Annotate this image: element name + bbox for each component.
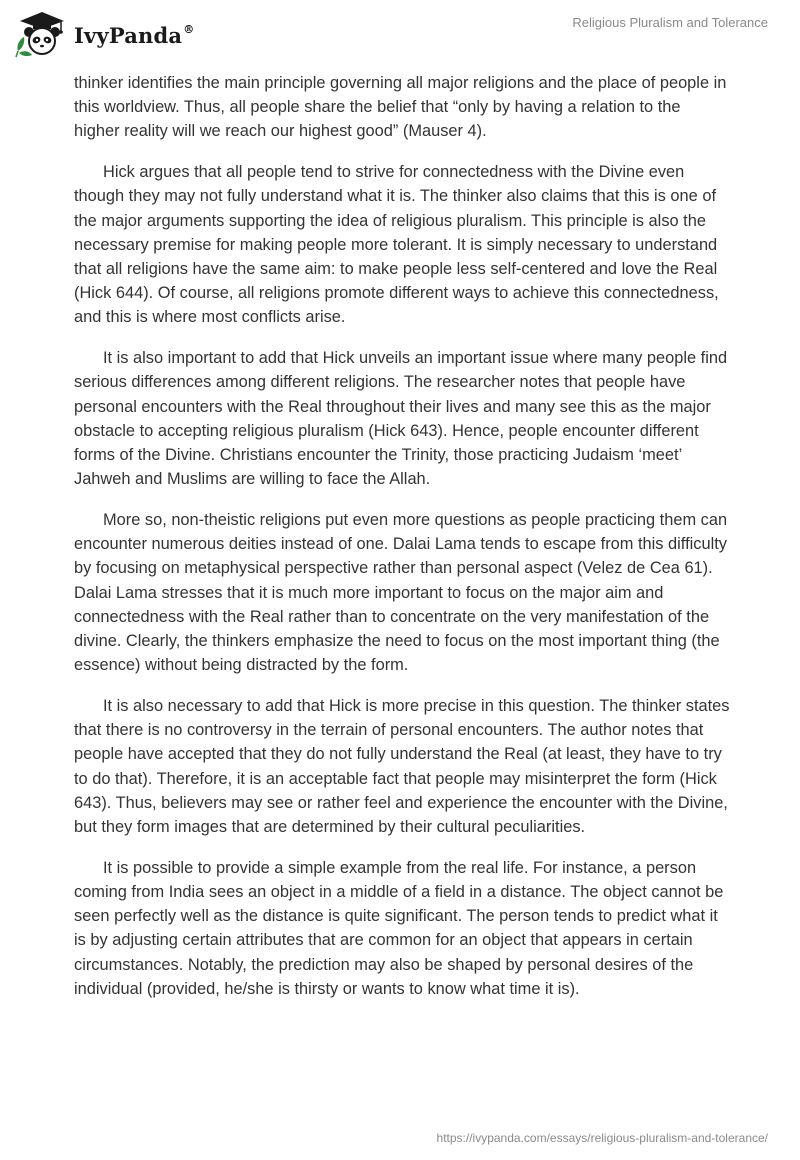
paragraph: It is also necessary to add that Hick is more precise in this question. The thinker states that there is no controversy in the terrain of personal encounters. The author notes that people have accepted that they do not fully understand the Real (at least, they have to try to do that). Therefore, it is an acceptable fact that people may misinterpret the form (Hick 643). Thus, believers may see or rather feel and experience the encounter with the Divine, but they form images that are determined by their cultural peculiarities. (74, 697, 730, 837)
logo-text: IvyPanda (74, 22, 183, 48)
paragraph: More so, non-theistic religions put even more questions as people practicing them can encounter numerous deities instead of one. Dalai Lama tends to escape from this difficulty by focusing on metaphysical perspective rather than personal aspect (Velez de Cea 61). Dalai Lama stresses that it is much more important to focus on the major aim and connectedness with the Real rather than to concentrate on the very manifestation of the divine. Clearly, the thinkers emphasize the need to focus on the most important thing (the essence) without being distracted by the form. (74, 511, 728, 675)
logo-wordmark (74, 23, 194, 48)
essay-body (74, 71, 730, 1018)
ivypanda-logo[interactable] (14, 6, 194, 62)
paragraph: It is possible to provide a simple example from the real life. For instance, a person coming from India sees an object in a middle of a field in a distance. The object cannot be seen perfectly well as the distance is quite significant. The person tends to predict what it is by adjusting certain attributes that are common for an object that appears in certain circumstances. Notably, the prediction may also be shaped by personal desires of the individual (provided, he/she is thirsty or wants to know what time it is). (74, 858, 724, 998)
panda-graduate-icon (14, 9, 66, 59)
registered-mark: ® (183, 22, 195, 36)
document-title: Religious Pluralism and Tolerance (572, 15, 768, 30)
paragraph: thinker identifies the main principle governing all major religions and the place of people in this worldview. Thus, all people share the belief that “only by having a relation to the higher reality will we reach our highest good” (Mauser 4). (74, 74, 727, 141)
paragraph: It is also important to add that Hick unveils an important issue where many people find serious differences among different religions. The researcher notes that people have personal encounters with the Real throughout their lives and many see this as the major obstacle to accepting religious pluralism (Hick 643). Hence, people encounter different forms of the Divine. Christians encounter the Trinity, those practicing Judaism ‘meet’ Jahweh and Muslims are willing to face the Allah. (74, 349, 728, 489)
paragraph: Hick argues that all people tend to strive for connectedness with the Divine even though they may not fully understand what it is. The thinker also claims that this is one of the major arguments supporting the idea of religious pluralism. This principle is also the necessary premise for making people more tolerant. It is simply necessary to understand that all religions have the same aim: to make people less self-centered and love the Real (Hick 644). Of course, all religions promote different ways to achieve this connectedness, and this is where most conflicts arise. (74, 163, 719, 327)
source-url[interactable]: https://ivypanda.com/essays/religious-pluralism-and-tolerance/ (436, 1131, 768, 1145)
page-header (0, 0, 800, 68)
